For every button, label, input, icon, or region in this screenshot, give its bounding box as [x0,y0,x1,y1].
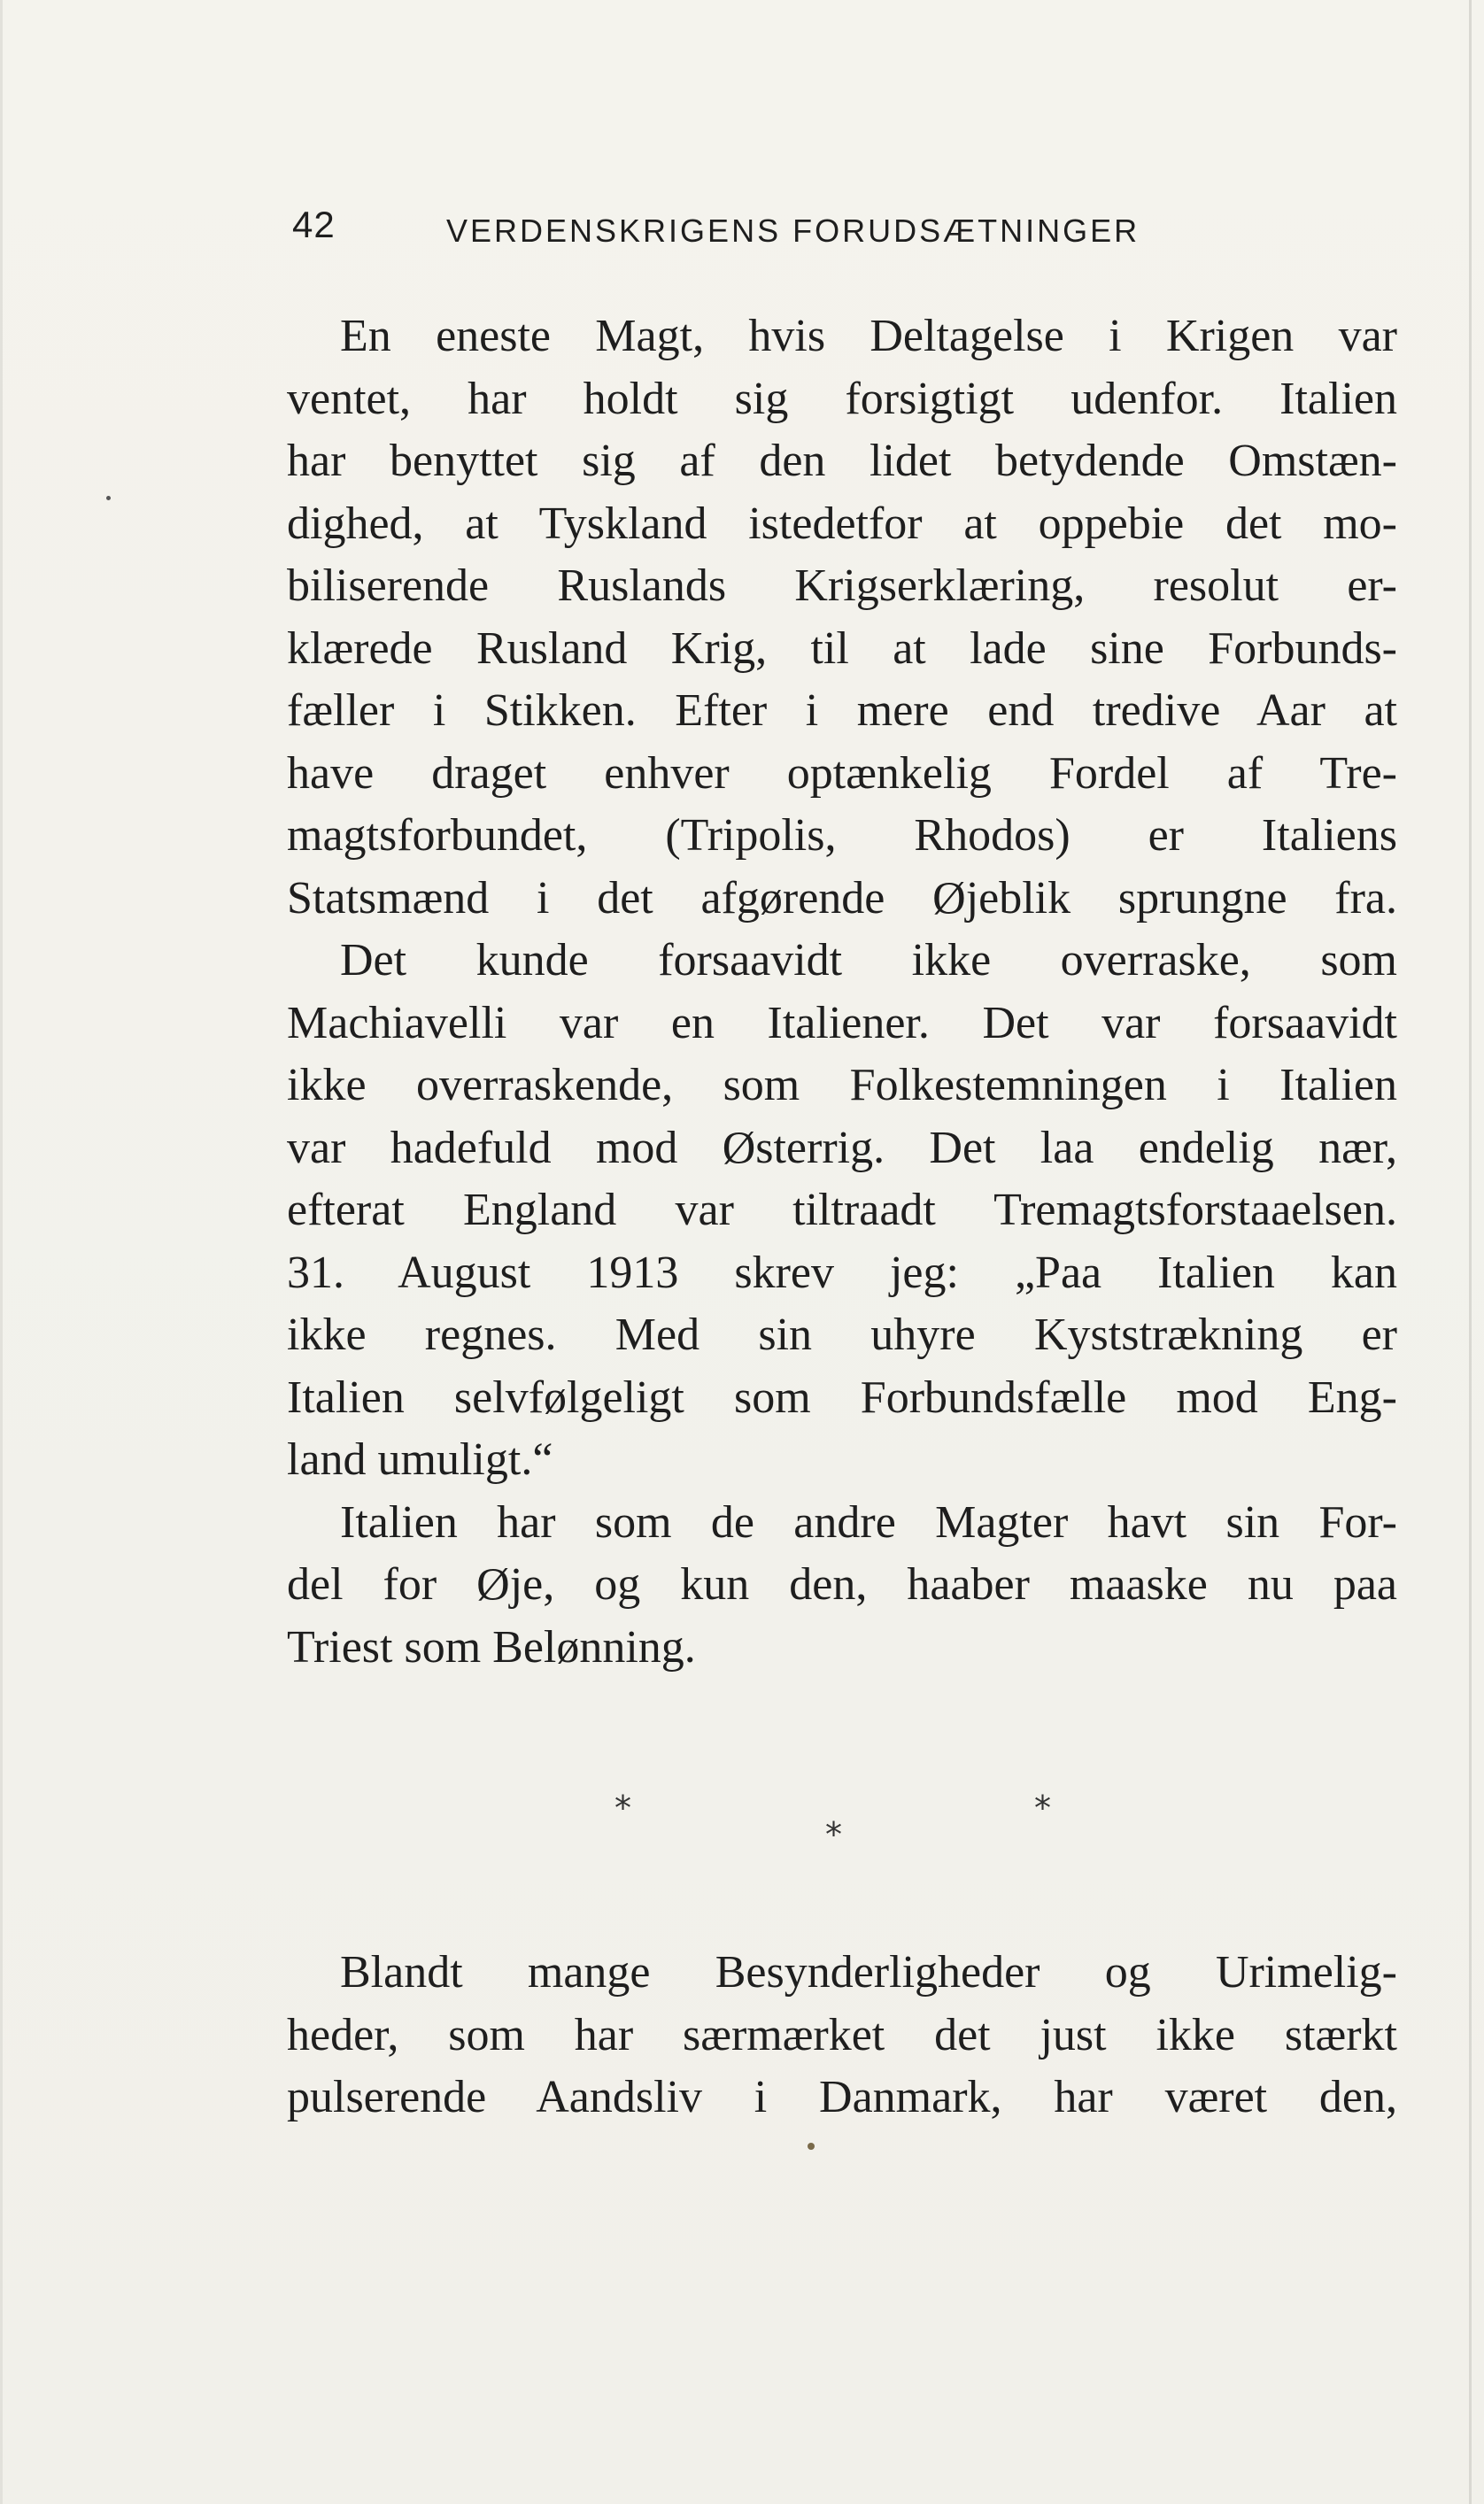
paragraph-3 [287,1492,1397,1680]
text-line: efterat England var tiltraadt Tremagtsforstaaelsen. [287,1185,1397,1235]
text-line: pulserende Aandsliv i Danmark, har været den, [287,2072,1397,2122]
text-line: Statsmænd i det afgørende Øjeblik sprungne fra. [287,872,1397,924]
separator-asterisk: * [1034,1789,1051,1828]
paragraph-2 [287,930,1397,1492]
text-line: En eneste Magt, hvis Deltagelse i Krigen var [340,311,1397,361]
text-line: har benyttet sig af den lidet betydende Omstæn- [287,436,1397,486]
text-line: Triest som Belønning. [287,1621,696,1673]
ink-speck [808,2143,815,2150]
text-line: dighed, at Tyskland istedetfor at oppebie det mo- [287,498,1397,549]
text-line: land umuligt.“ [287,1434,553,1485]
separator-asterisk: * [825,1815,842,1854]
page-edge-left [0,0,3,2504]
ink-speck [106,496,111,500]
text-line: magtsforbundet, (Tripolis, Rhodos) er Italiens [287,810,1397,861]
text-line: ventet, har holdt sig forsigtigt udenfor. Italien [287,373,1397,424]
body-text [287,305,1397,1679]
page-number: 42 [292,204,336,245]
text-line: Det kunde forsaavidt ikke overraske, som [340,935,1397,985]
text-line: have draget enhver optænkelig Fordel af Tre- [287,747,1397,799]
paragraph-4 [287,1942,1397,2129]
text-line: Italien har som de andre Magter havt sin For- [340,1496,1397,1548]
text-line: Italien selvfølgeligt som Forbundsfælle mod Eng- [287,1372,1397,1423]
page-edge-right [1469,0,1472,2504]
text-line: Machiavelli var en Italiener. Det var forsaavidt [287,997,1397,1048]
next-section-text [287,1942,1397,2129]
text-line: ikke regnes. Med sin uhyre Kyststrækning er [287,1310,1397,1360]
text-line: ikke overraskende, som Folkestemningen i Italien [287,1060,1397,1110]
page-header [287,202,1261,255]
paragraph-1 [287,305,1397,930]
text-line: Blandt mange Besynderligheder og Urimelig- [340,1947,1397,1998]
text-line: heder, som har særmærket det just ikke stærkt [287,2009,1397,2060]
separator-asterisk: * [614,1789,631,1828]
text-line: biliserende Ruslands Krigserklæring, resolut er- [287,560,1397,611]
text-line: var hadefuld mod Østerrig. Det laa endelig nær, [287,1122,1397,1173]
text-line: klærede Rusland Krig, til at lade sine Forbunds- [287,622,1397,674]
text-line: del for Øje, og kun den, haaber maaske nu paa [287,1559,1397,1610]
text-line: 31. August 1913 skrev jeg: „Paa Italien kan [287,1247,1397,1298]
running-title: VERDENSKRIGENS FORUDSÆTNINGER [446,213,1140,249]
text-line: fæller i Stikken. Efter i mere end tredive Aar at [287,685,1397,736]
